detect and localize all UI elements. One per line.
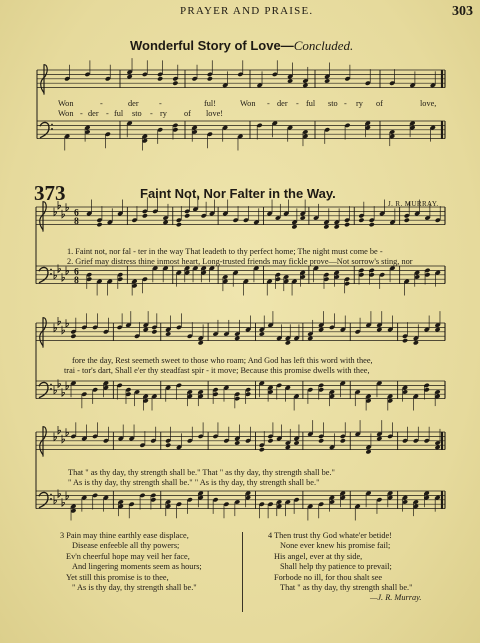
notehead — [369, 222, 375, 227]
syllable: love, — [420, 99, 437, 108]
flat-sign — [54, 271, 57, 279]
treble-clef — [41, 65, 47, 95]
syllable: - — [296, 99, 299, 108]
flat-sign — [62, 498, 65, 506]
notehead — [318, 438, 324, 443]
syllable: - — [267, 99, 270, 108]
notehead — [404, 218, 410, 223]
flat-sign — [58, 317, 61, 325]
system3-lyric-verse-2: " As is thy day, thy strength shall be." " As is thy day, thy strength shall be." — [68, 478, 320, 487]
syllable: Won — [240, 99, 256, 108]
system1-lyric-verse-1: 1. Faint not, nor fal - ter in the way That leadeth to thy perfect home; The night must come be - — [67, 247, 383, 256]
syllable: der — [128, 99, 139, 108]
syllable: ful — [114, 109, 124, 118]
notehead — [176, 222, 182, 227]
syllable: love! — [206, 109, 224, 118]
verse-line: " As is thy day, thy strength shall be." — [72, 583, 197, 593]
verse-line: Ev'n cheerful hope may veil her face, — [66, 551, 190, 561]
syllable: - — [159, 99, 162, 108]
notehead — [70, 334, 76, 339]
song-title-wonderful-story: Wonderful Story of Love—Concluded. — [130, 38, 354, 53]
verse-line: His angel, ever at thy side, — [274, 551, 363, 561]
song-title-faint-not: Faint Not, Nor Falter in the Way. — [140, 186, 336, 201]
flat-sign — [66, 428, 69, 436]
song-title-text: Wonderful Story of Love — [130, 38, 281, 53]
verse-line: Shall help thy patience to prevail; — [280, 562, 392, 572]
system3-lyric-verse-1: That " as thy day, thy strength shall be." That " as thy day, thy strength shall be." — [68, 468, 335, 477]
flat-sign — [58, 489, 61, 497]
song-title-suffix: Concluded. — [293, 38, 354, 53]
bass-clef-dot — [50, 494, 52, 496]
bass-clef-dot — [50, 273, 52, 275]
author-signature: —J. R. Murray. — [370, 593, 422, 602]
syllable: der — [88, 109, 99, 118]
syllable: - — [80, 109, 83, 118]
syllable: - — [106, 109, 109, 118]
system2-lyric-verse-2: trai - tor's dart, Shall e'er thy steadfast spir - it move; Because this promise dwells with thee, — [64, 366, 370, 375]
bass-clef-dot — [50, 388, 52, 390]
treble-clef — [40, 318, 46, 348]
notehead — [340, 438, 346, 443]
flat-sign — [54, 496, 57, 504]
system2-lyric-verse-1: fore the day, Rest seemeth sweet to those who roam; And God has left this word with thee, — [72, 356, 373, 365]
syllable: sto — [328, 99, 338, 108]
time-signature-bottom: 8 — [74, 216, 79, 228]
flat-sign — [54, 324, 57, 332]
syllable: - — [100, 99, 103, 108]
flat-sign — [58, 379, 61, 387]
verse-line: Disease enfeeble all thy powers; — [72, 541, 180, 551]
syllable: - — [344, 99, 347, 108]
bass-clef-dot — [50, 498, 52, 500]
time-signature-top: 6 — [74, 207, 79, 219]
time-signature-bottom: 8 — [74, 275, 79, 287]
notehead — [402, 338, 408, 343]
notehead — [151, 329, 157, 334]
notehead — [165, 443, 171, 448]
verse-line: None ever knew his promise fail; — [280, 541, 391, 551]
time-signature-top: 6 — [74, 266, 79, 278]
flat-sign — [62, 273, 65, 281]
flat-sign — [62, 388, 65, 396]
flat-sign — [62, 326, 65, 334]
notehead — [259, 447, 265, 452]
verse-line: 3 Pain may thine earthly ease displace, — [60, 531, 189, 540]
flat-sign — [66, 382, 69, 390]
syllable: Won — [58, 99, 74, 108]
composer-credit: J. R. MURRAY. — [388, 200, 439, 208]
running-header: PRAYER AND PRAISE. — [180, 5, 314, 17]
system1-lyric-verse-2: 2. Grief may distress thine inmost heart, Long-trusted friends may fickle prove—Not sorrow's sting, nor — [67, 257, 413, 266]
flat-sign — [66, 492, 69, 500]
flat-sign — [62, 435, 65, 443]
bass-clef-dot — [51, 124, 53, 126]
bass-clef-dot — [50, 384, 52, 386]
flat-sign — [54, 208, 57, 216]
flat-sign — [66, 267, 69, 275]
syllable: der — [277, 99, 288, 108]
page-number: 303 — [452, 4, 473, 19]
flat-sign — [54, 386, 57, 394]
flat-sign — [58, 264, 61, 272]
flat-sign — [66, 319, 69, 327]
flat-sign — [54, 433, 57, 441]
verse-line: Yet still this promise is to thee, — [66, 572, 169, 582]
notehead — [96, 222, 102, 227]
flat-sign — [62, 210, 65, 218]
notehead — [184, 213, 190, 218]
syllable: ry — [160, 109, 167, 118]
notehead — [207, 76, 213, 81]
verse-line: That " as thy day, thy strength shall be." — [280, 583, 413, 593]
verse-line: 4 Then trust thy God whate'er betide! — [268, 531, 392, 540]
notehead — [172, 81, 178, 86]
syllable: ry — [356, 99, 363, 108]
bass-clef-dot — [50, 269, 52, 271]
syllable: - — [150, 109, 153, 118]
syllable: sto — [132, 109, 142, 118]
syllable: Won — [58, 109, 74, 118]
syllable: ful! — [204, 99, 216, 108]
notehead — [157, 76, 163, 81]
notehead — [344, 222, 350, 227]
verse-line: And lingering moments seem as hours; — [72, 562, 202, 572]
flat-sign — [66, 203, 69, 211]
syllable: of — [376, 99, 383, 108]
notehead — [267, 438, 273, 443]
notehead — [358, 218, 364, 223]
treble-clef — [40, 427, 46, 457]
hymn-number: 373 — [34, 181, 66, 205]
bass-clef-dot — [51, 128, 53, 130]
verse-line: Forbode no ill, for thou shalt see — [274, 572, 383, 582]
syllable: of — [184, 109, 191, 118]
treble-clef — [40, 202, 46, 232]
flat-sign — [58, 426, 61, 434]
flat-sign — [58, 201, 61, 209]
notehead — [142, 213, 148, 218]
syllable: ful — [306, 99, 316, 108]
